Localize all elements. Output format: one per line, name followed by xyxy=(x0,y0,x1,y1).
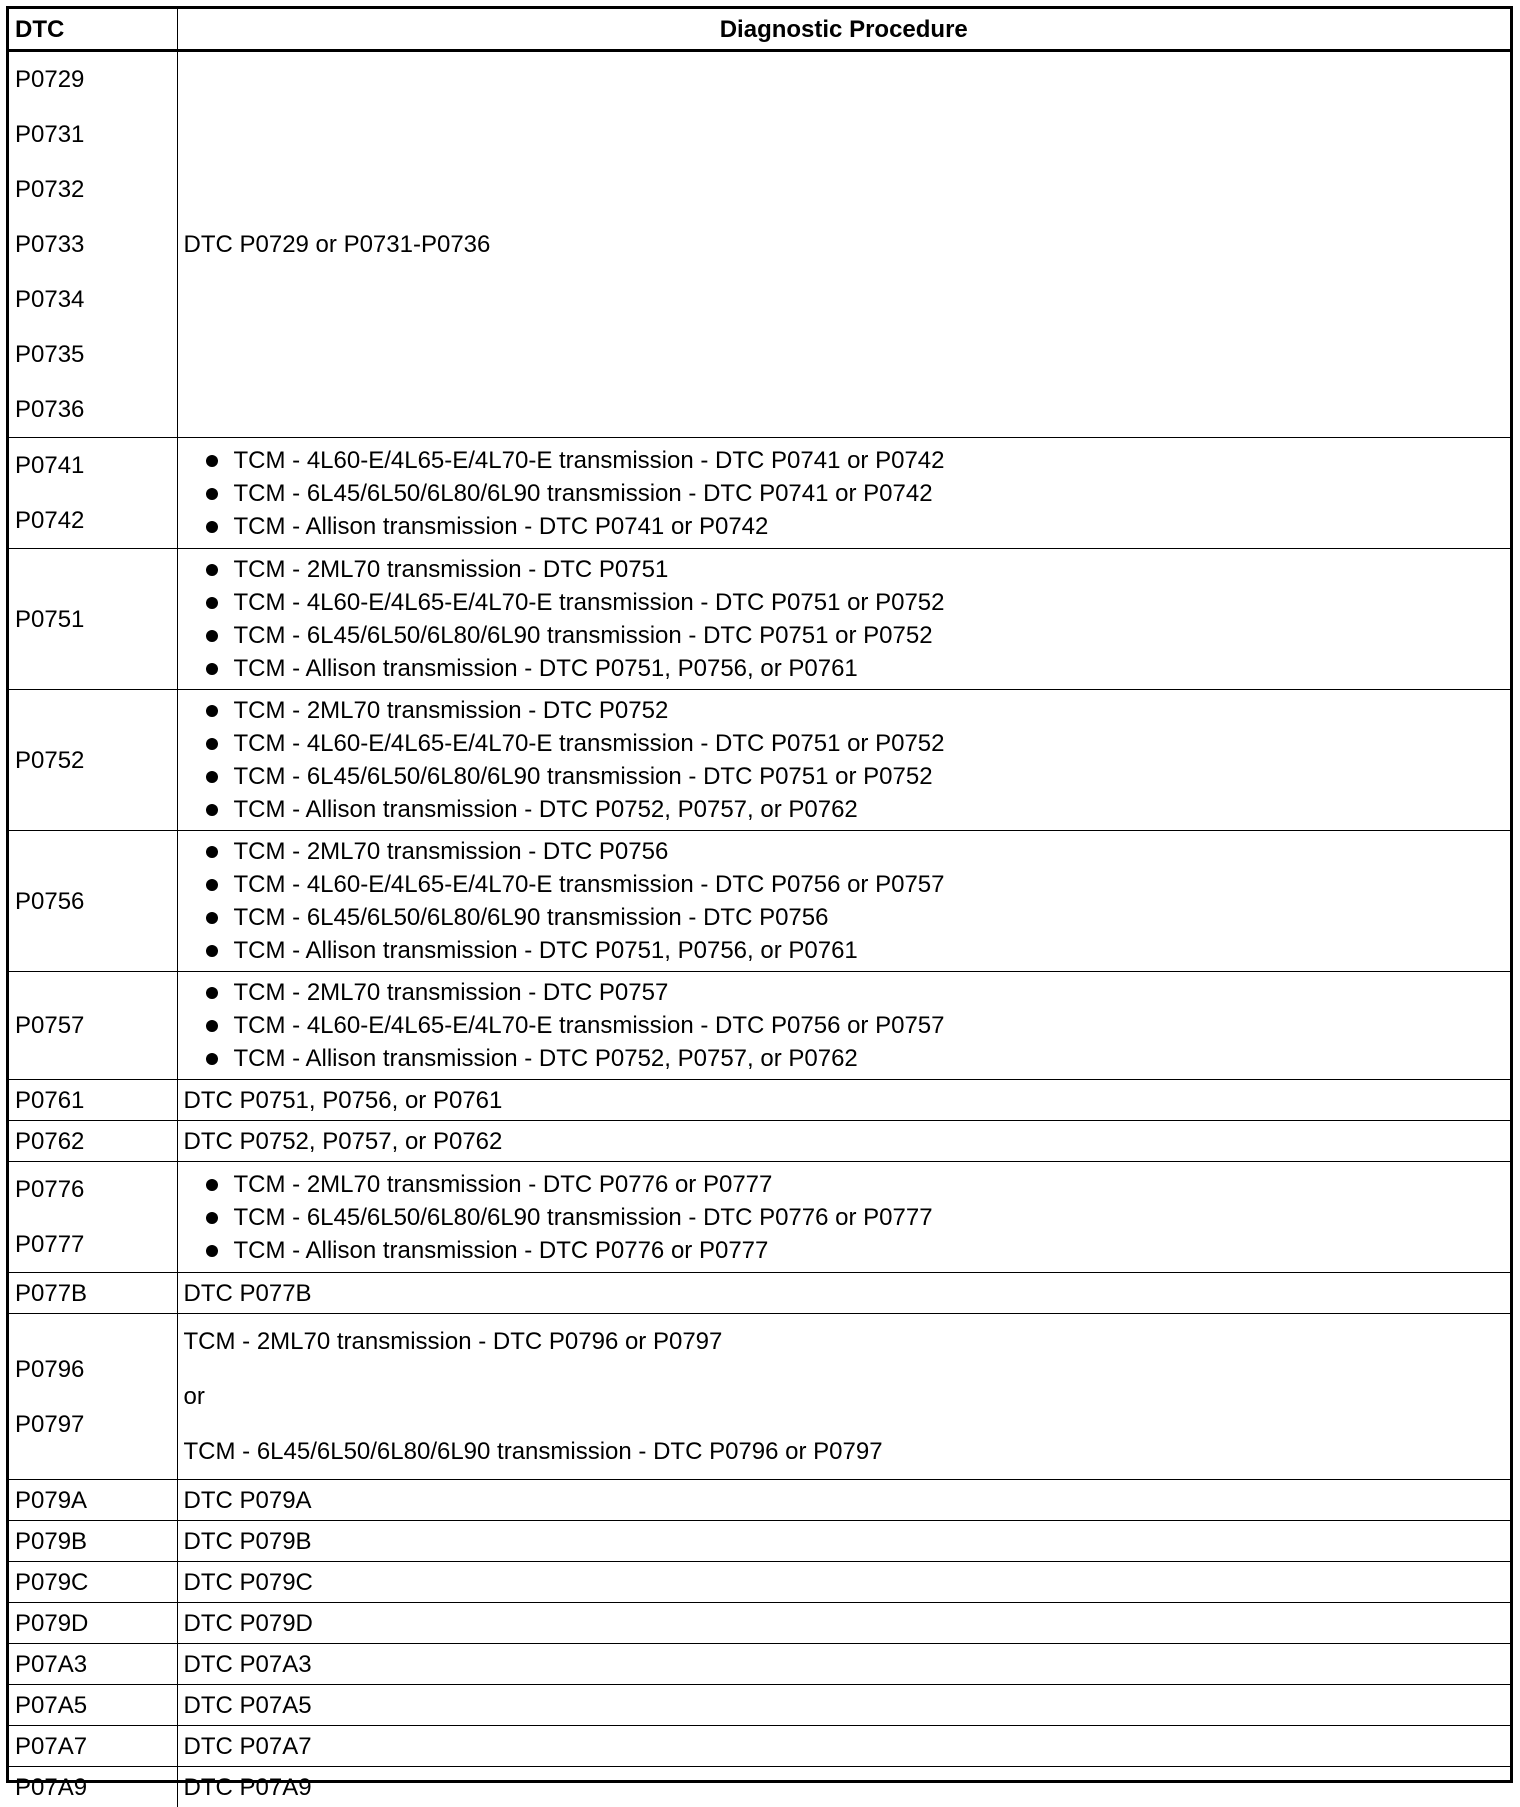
or-separator: or xyxy=(184,1369,1505,1424)
dtc-code-cell xyxy=(9,51,177,438)
procedure-link[interactable]: DTC P07A5 xyxy=(184,1692,312,1719)
table-row xyxy=(9,1726,1510,1767)
procedure-link[interactable]: TCM - 2ML70 transmission - DTC P0776 or P0777 xyxy=(206,1168,1505,1201)
procedure-link[interactable]: TCM - 4L60-E/4L65-E/4L70-E transmission - DTC P0751 or P0752 xyxy=(206,586,1505,619)
dtc-code-cell xyxy=(9,1685,177,1726)
table-row xyxy=(9,1314,1510,1480)
dtc-code: P0797 xyxy=(15,1397,171,1452)
diagnostic-procedure-cell xyxy=(177,1521,1510,1562)
diagnostic-procedure-cell xyxy=(177,1726,1510,1767)
table-row xyxy=(9,1121,1510,1162)
procedure-link[interactable]: TCM - 2ML70 transmission - DTC P0752 xyxy=(206,694,1505,727)
diagnostic-procedure-cell xyxy=(177,1314,1510,1480)
procedure-list xyxy=(184,694,1505,826)
procedure-list xyxy=(184,444,1505,543)
procedure-link[interactable]: TCM - 6L45/6L50/6L80/6L90 transmission - DTC P0756 xyxy=(206,901,1505,934)
dtc-code: P079D xyxy=(15,1607,171,1640)
dtc-code: P0796 xyxy=(15,1342,171,1397)
table-row xyxy=(9,438,1510,549)
procedure-link[interactable]: TCM - Allison transmission - DTC P0751, P0756, or P0761 xyxy=(206,652,1505,685)
procedure-list xyxy=(184,1168,1505,1267)
diagnostic-procedure-cell xyxy=(177,438,1510,549)
dtc-code-cell xyxy=(9,1162,177,1273)
diagnostic-procedure-cell xyxy=(177,1121,1510,1162)
diagnostic-procedure-cell xyxy=(177,1162,1510,1273)
procedure-link[interactable]: DTC P07A9 xyxy=(184,1774,312,1801)
dtc-code-cell xyxy=(9,1726,177,1767)
diagnostic-procedure-cell xyxy=(177,972,1510,1080)
dtc-code: P07A7 xyxy=(15,1730,171,1763)
table-row xyxy=(9,1080,1510,1121)
diagnostic-procedure-cell xyxy=(177,1480,1510,1521)
diagnostic-procedure-cell xyxy=(177,1644,1510,1685)
procedure-link[interactable]: TCM - Allison transmission - DTC P0752, P0757, or P0762 xyxy=(206,793,1505,826)
dtc-code-cell xyxy=(9,1080,177,1121)
table-row xyxy=(9,1685,1510,1726)
table-row xyxy=(9,549,1510,690)
dtc-code: P077B xyxy=(15,1277,171,1310)
procedure-link[interactable]: TCM - 4L60-E/4L65-E/4L70-E transmission - DTC P0756 or P0757 xyxy=(206,1009,1505,1042)
table-row xyxy=(9,1603,1510,1644)
dtc-code: P0732 xyxy=(15,162,171,217)
dtc-code-cell xyxy=(9,831,177,972)
dtc-code-cell xyxy=(9,1767,177,1807)
procedure-link[interactable]: DTC P079B xyxy=(184,1528,312,1555)
diagnostic-procedure-cell xyxy=(177,831,1510,972)
procedure-link[interactable]: DTC P079A xyxy=(184,1487,312,1514)
procedure-link[interactable]: TCM - 4L60-E/4L65-E/4L70-E transmission - DTC P0741 or P0742 xyxy=(206,444,1505,477)
procedure-link[interactable]: TCM - 6L45/6L50/6L80/6L90 transmission - DTC P0741 or P0742 xyxy=(206,477,1505,510)
dtc-code: P0756 xyxy=(15,885,171,918)
dtc-code: P079A xyxy=(15,1484,171,1517)
table-row xyxy=(9,1162,1510,1273)
dtc-table xyxy=(9,9,1510,1807)
procedure-link[interactable]: DTC P07A7 xyxy=(184,1733,312,1760)
dtc-code: P0729 xyxy=(15,52,171,107)
table-row xyxy=(9,1562,1510,1603)
diagnostic-procedure-cell xyxy=(177,1685,1510,1726)
dtc-code-cell xyxy=(9,690,177,831)
procedure-link[interactable]: TCM - 2ML70 transmission - DTC P0757 xyxy=(206,976,1505,1009)
dtc-column-header: DTC xyxy=(9,9,177,51)
procedure-link[interactable]: TCM - Allison transmission - DTC P0776 or P0777 xyxy=(206,1234,1505,1267)
dtc-code: P07A3 xyxy=(15,1648,171,1681)
procedure-link[interactable]: DTC P07A3 xyxy=(184,1651,312,1678)
procedure-link[interactable]: TCM - 6L45/6L50/6L80/6L90 transmission - DTC P0796 or P0797 xyxy=(184,1424,1505,1479)
dtc-code: P0741 xyxy=(15,438,171,493)
dtc-code-cell xyxy=(9,1273,177,1314)
procedure-list xyxy=(184,976,1505,1075)
dtc-code: P0736 xyxy=(15,382,171,437)
dtc-code: P0735 xyxy=(15,327,171,382)
procedure-link[interactable]: TCM - 2ML70 transmission - DTC P0796 or P0797 xyxy=(184,1314,1505,1369)
dtc-code-cell xyxy=(9,1480,177,1521)
table-row xyxy=(9,972,1510,1080)
procedure-link[interactable]: TCM - 4L60-E/4L65-E/4L70-E transmission - DTC P0756 or P0757 xyxy=(206,868,1505,901)
diagnostic-procedure-cell xyxy=(177,1767,1510,1807)
table-row xyxy=(9,1644,1510,1685)
table-header-row xyxy=(9,9,1510,51)
dtc-code: P079C xyxy=(15,1566,171,1599)
diagnostic-procedure-cell xyxy=(177,690,1510,831)
dtc-code-cell xyxy=(9,1562,177,1603)
dtc-code-cell xyxy=(9,1521,177,1562)
procedure-link[interactable]: TCM - 6L45/6L50/6L80/6L90 transmission - DTC P0776 or P0777 xyxy=(206,1201,1505,1234)
procedure-link[interactable]: DTC P079D xyxy=(184,1610,313,1637)
procedure-list xyxy=(184,835,1505,967)
diagnostic-procedure-cell xyxy=(177,51,1510,438)
dtc-code: P07A9 xyxy=(15,1771,171,1804)
procedure-column-header: Diagnostic Procedure xyxy=(177,9,1510,51)
procedure-link[interactable]: DTC P079C xyxy=(184,1569,313,1596)
table-row xyxy=(9,1273,1510,1314)
procedure-list xyxy=(184,553,1505,685)
dtc-code: P0731 xyxy=(15,107,171,162)
procedure-link[interactable]: DTC P0752, P0757, or P0762 xyxy=(184,1128,503,1155)
dtc-code: P0776 xyxy=(15,1162,171,1217)
dtc-code: P0751 xyxy=(15,603,171,636)
dtc-code-cell xyxy=(9,972,177,1080)
procedure-link[interactable]: TCM - 6L45/6L50/6L80/6L90 transmission - DTC P0751 or P0752 xyxy=(206,619,1505,652)
dtc-code-cell xyxy=(9,438,177,549)
dtc-code-cell xyxy=(9,549,177,690)
diagnostic-procedure-cell xyxy=(177,1603,1510,1644)
dtc-code: P07A5 xyxy=(15,1689,171,1722)
procedure-link[interactable]: TCM - 2ML70 transmission - DTC P0756 xyxy=(206,835,1505,868)
procedure-link[interactable]: DTC P0729 or P0731-P0736 xyxy=(184,231,491,258)
table-row xyxy=(9,1521,1510,1562)
procedure-link[interactable]: TCM - Allison transmission - DTC P0741 or P0742 xyxy=(206,510,1505,543)
dtc-code-cell xyxy=(9,1121,177,1162)
table-row xyxy=(9,831,1510,972)
table-row xyxy=(9,1767,1510,1807)
procedure-link[interactable]: TCM - 2ML70 transmission - DTC P0751 xyxy=(206,553,1505,586)
procedure-link[interactable]: DTC P0751, P0756, or P0761 xyxy=(184,1087,503,1114)
dtc-code: P079B xyxy=(15,1525,171,1558)
dtc-code: P0762 xyxy=(15,1125,171,1158)
dtc-code-cell xyxy=(9,1603,177,1644)
dtc-code: P0742 xyxy=(15,493,171,548)
dtc-code-cell xyxy=(9,1644,177,1685)
dtc-table-sheet xyxy=(6,6,1513,1783)
procedure-link[interactable]: DTC P077B xyxy=(184,1280,312,1307)
dtc-code: P0761 xyxy=(15,1084,171,1117)
dtc-code: P0757 xyxy=(15,1009,171,1042)
procedure-link[interactable]: TCM - 4L60-E/4L65-E/4L70-E transmission - DTC P0751 or P0752 xyxy=(206,727,1505,760)
diagnostic-procedure-cell xyxy=(177,1562,1510,1603)
table-row xyxy=(9,690,1510,831)
diagnostic-procedure-cell xyxy=(177,1080,1510,1121)
procedure-link[interactable]: TCM - Allison transmission - DTC P0751, P0756, or P0761 xyxy=(206,934,1505,967)
procedure-link[interactable]: TCM - Allison transmission - DTC P0752, P0757, or P0762 xyxy=(206,1042,1505,1075)
diagnostic-procedure-cell xyxy=(177,1273,1510,1314)
diagnostic-procedure-cell xyxy=(177,549,1510,690)
dtc-code: P0733 xyxy=(15,217,171,272)
dtc-code: P0752 xyxy=(15,744,171,777)
table-row xyxy=(9,1480,1510,1521)
dtc-code: P0777 xyxy=(15,1217,171,1272)
dtc-code: P0734 xyxy=(15,272,171,327)
dtc-code-cell xyxy=(9,1314,177,1480)
table-body xyxy=(9,51,1510,1807)
table-row xyxy=(9,51,1510,438)
procedure-link[interactable]: TCM - 6L45/6L50/6L80/6L90 transmission - DTC P0751 or P0752 xyxy=(206,760,1505,793)
